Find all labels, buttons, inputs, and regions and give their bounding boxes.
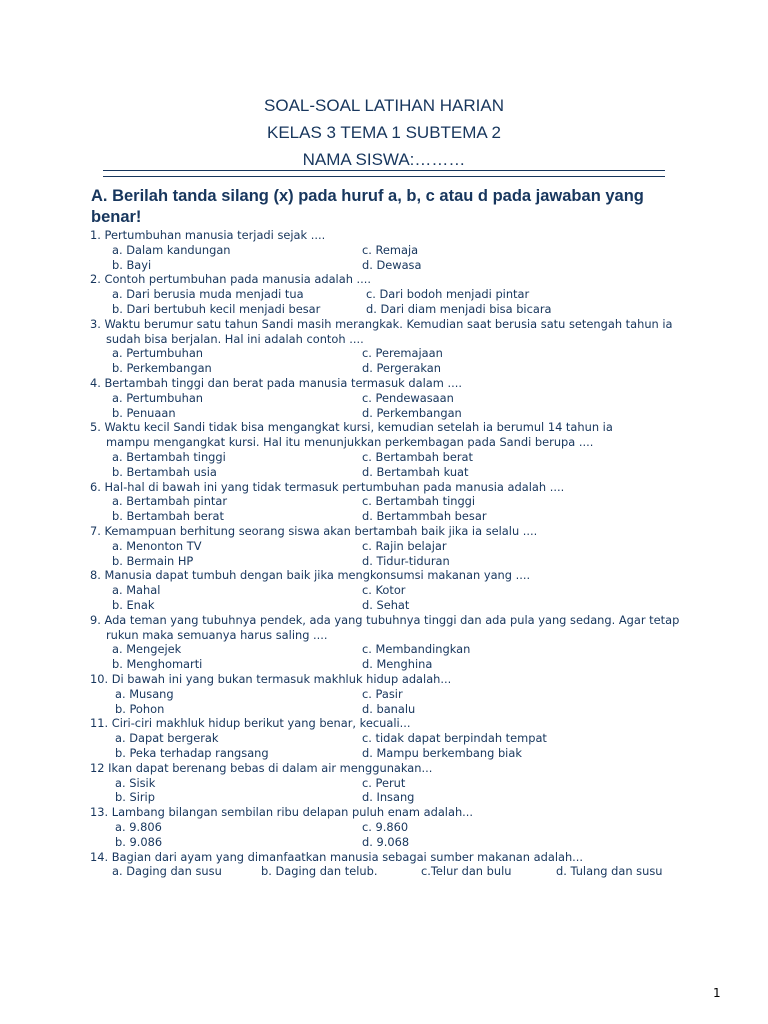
answer-option[interactable]: a. Menonton TV [112,538,202,553]
answer-option[interactable]: c. tidak dapat berpindah tempat [362,731,547,746]
answer-option[interactable]: b. Penuaan [112,405,176,420]
question-text-continued: mampu mengangkat kursi. Hal itu menunjukkan perkembagan pada Sandi berupa .... [106,435,594,450]
question-text: 6. Hal-hal di bawah ini yang tidak termasuk pertumbuhan pada manusia adalah .... [90,479,565,494]
answer-option[interactable]: c. Membandingkan [362,642,471,657]
answer-option[interactable]: a. Dari berusia muda menjadi tua [112,287,304,302]
doc-class-subtitle: KELAS 3 TEMA 1 SUBTEMA 2 [266,123,501,142]
answer-option[interactable]: d. banalu [362,701,416,716]
answer-option[interactable]: c. 9.860 [362,820,409,834]
answer-option[interactable]: a. Sisik [115,775,156,790]
doc-title: SOAL-SOAL LATIHAN HARIAN [264,96,504,115]
answer-option[interactable]: c. Perut [362,775,406,790]
answer-option[interactable]: b. Bertambah berat [112,509,224,524]
question-text-continued: sudah bisa berjalan. Hal ini adalah contoh .... [106,331,364,346]
section-instruction: A. Berilah tanda silang (x) pada huruf a, b, c atau d pada jawaban yang benar! [91,187,644,226]
answer-option[interactable]: a. Bertambah pintar [112,494,228,509]
question-text: 11. Ciri-ciri makhluk hidup berikut yang benar, kecuali... [90,716,411,731]
answer-option[interactable]: c. Remaja [362,242,419,257]
question-text: 10. Di bawah ini yang bukan termasuk makhluk hidup adalah... [90,672,452,686]
answer-option[interactable]: a. 9.806 [115,820,162,834]
answer-option[interactable]: d. Sehat [362,598,410,612]
question-text: 4. Bertambah tinggi dan berat pada manusia termasuk dalam .... [90,376,462,390]
answer-option[interactable]: a. Dalam kandungan [112,242,231,257]
answer-option[interactable]: a. Mahal [112,583,161,598]
page-number: 1 [713,986,721,1000]
answer-option[interactable]: d. Menghina [362,657,433,672]
answer-option[interactable]: b. Bayi [112,257,152,272]
question-text: 12 Ikan dapat berenang bebas di dalam air menggunakan... [90,760,433,775]
answer-option[interactable]: a. Bertambah tinggi [112,450,226,464]
answer-option[interactable]: d. Pergerakan [362,361,441,376]
question-text: 8. Manusia dapat tumbuh dengan baik jika mengkonsumsi makanan yang .... [90,568,531,583]
answer-option[interactable]: b. Peka terhadap rangsang [115,746,269,760]
question-text-continued: rukun maka semuanya harus saling .... [106,627,328,642]
answer-option[interactable]: b. 9.086 [115,834,163,849]
answer-option[interactable]: c. Peremajaan [362,346,443,361]
answer-option[interactable]: b. Bertambah usia [112,464,217,479]
answer-option[interactable]: a. Musang [115,686,174,701]
answer-option[interactable]: c. Pendewasaan [362,390,454,405]
answer-option[interactable]: b. Daging dan telub. [261,864,378,879]
answer-option[interactable]: d. Mampu berkembang biak [362,746,522,760]
answer-option[interactable]: d. Perkembangan [362,405,462,420]
answer-option[interactable]: b. Pohon [115,701,165,716]
answer-option[interactable]: c. Pasir [362,686,403,701]
question-text: 2. Contoh pertumbuhan pada manusia adalah .... [90,272,372,287]
answer-option[interactable]: d. Bertammbah besar [362,509,487,524]
answer-option[interactable]: a. Pertumbuhan [112,346,204,361]
question-text: 1. Pertumbuhan manusia terjadi sejak .... [90,228,326,242]
double-divider [103,170,665,177]
answer-option[interactable]: b. Enak [112,598,155,612]
answer-option[interactable]: b. Menghomarti [112,657,203,672]
answer-option[interactable]: b. Perkembangan [112,361,212,376]
answer-option[interactable]: c. Rajin belajar [362,538,447,553]
answer-option[interactable]: d. Bertambah kuat [362,464,469,479]
answer-option[interactable]: b. Bermain HP [112,553,194,568]
answer-option[interactable]: d. Insang [362,790,415,805]
question-text: 3. Waktu berumur satu tahun Sandi masih merangkak. Kemudian saat berusia satu setengah tahun ia [90,316,673,331]
answer-option[interactable]: b. Sirip [115,790,155,805]
answer-option[interactable]: c. Dari bodoh menjadi pintar [366,287,530,302]
question-text: 13. Lambang bilangan sembilan ribu delapan puluh enam adalah... [90,805,474,820]
answer-option[interactable]: c. Bertambah tinggi [362,494,476,509]
answer-option[interactable]: c. Kotor [362,583,406,598]
question-text: 5. Waktu kecil Sandi tidak bisa mengangkat kursi, kemudian setelah ia berumul 14 tahun ia [90,420,613,435]
answer-option[interactable]: d. 9.068 [362,834,410,849]
answer-option[interactable]: d. Dewasa [362,257,422,272]
answer-option[interactable]: a. Mengejek [112,642,182,657]
answer-option[interactable]: b. Dari bertubuh kecil menjadi besar [112,302,321,316]
question-text: 14. Bagian dari ayam yang dimanfaatkan manusia sebagai sumber makanan adalah... [90,849,584,864]
question-text: 9. Ada teman yang tubuhnya pendek, ada yang tubuhnya tinggi dan ada pula yang sedang. Agar tetap [90,612,680,627]
answer-option[interactable]: a. Pertumbuhan [112,390,204,405]
question-text: 7. Kemampuan berhitung seorang siswa akan bertambah baik jika ia selalu .... [90,524,538,538]
answer-option[interactable]: d. Tulang dan susu [556,864,663,879]
answer-option[interactable]: a. Daging dan susu [112,864,222,879]
answer-option[interactable]: d. Tidur-tiduran [362,553,450,568]
answer-option[interactable]: c.Telur dan bulu [421,864,512,879]
answer-option[interactable]: a. Dapat bergerak [115,731,219,746]
student-name-line: NAMA SISWA:……… [302,150,466,169]
answer-option[interactable]: d. Dari diam menjadi bisa bicara [366,302,552,316]
answer-option[interactable]: c. Bertambah berat [362,450,473,464]
